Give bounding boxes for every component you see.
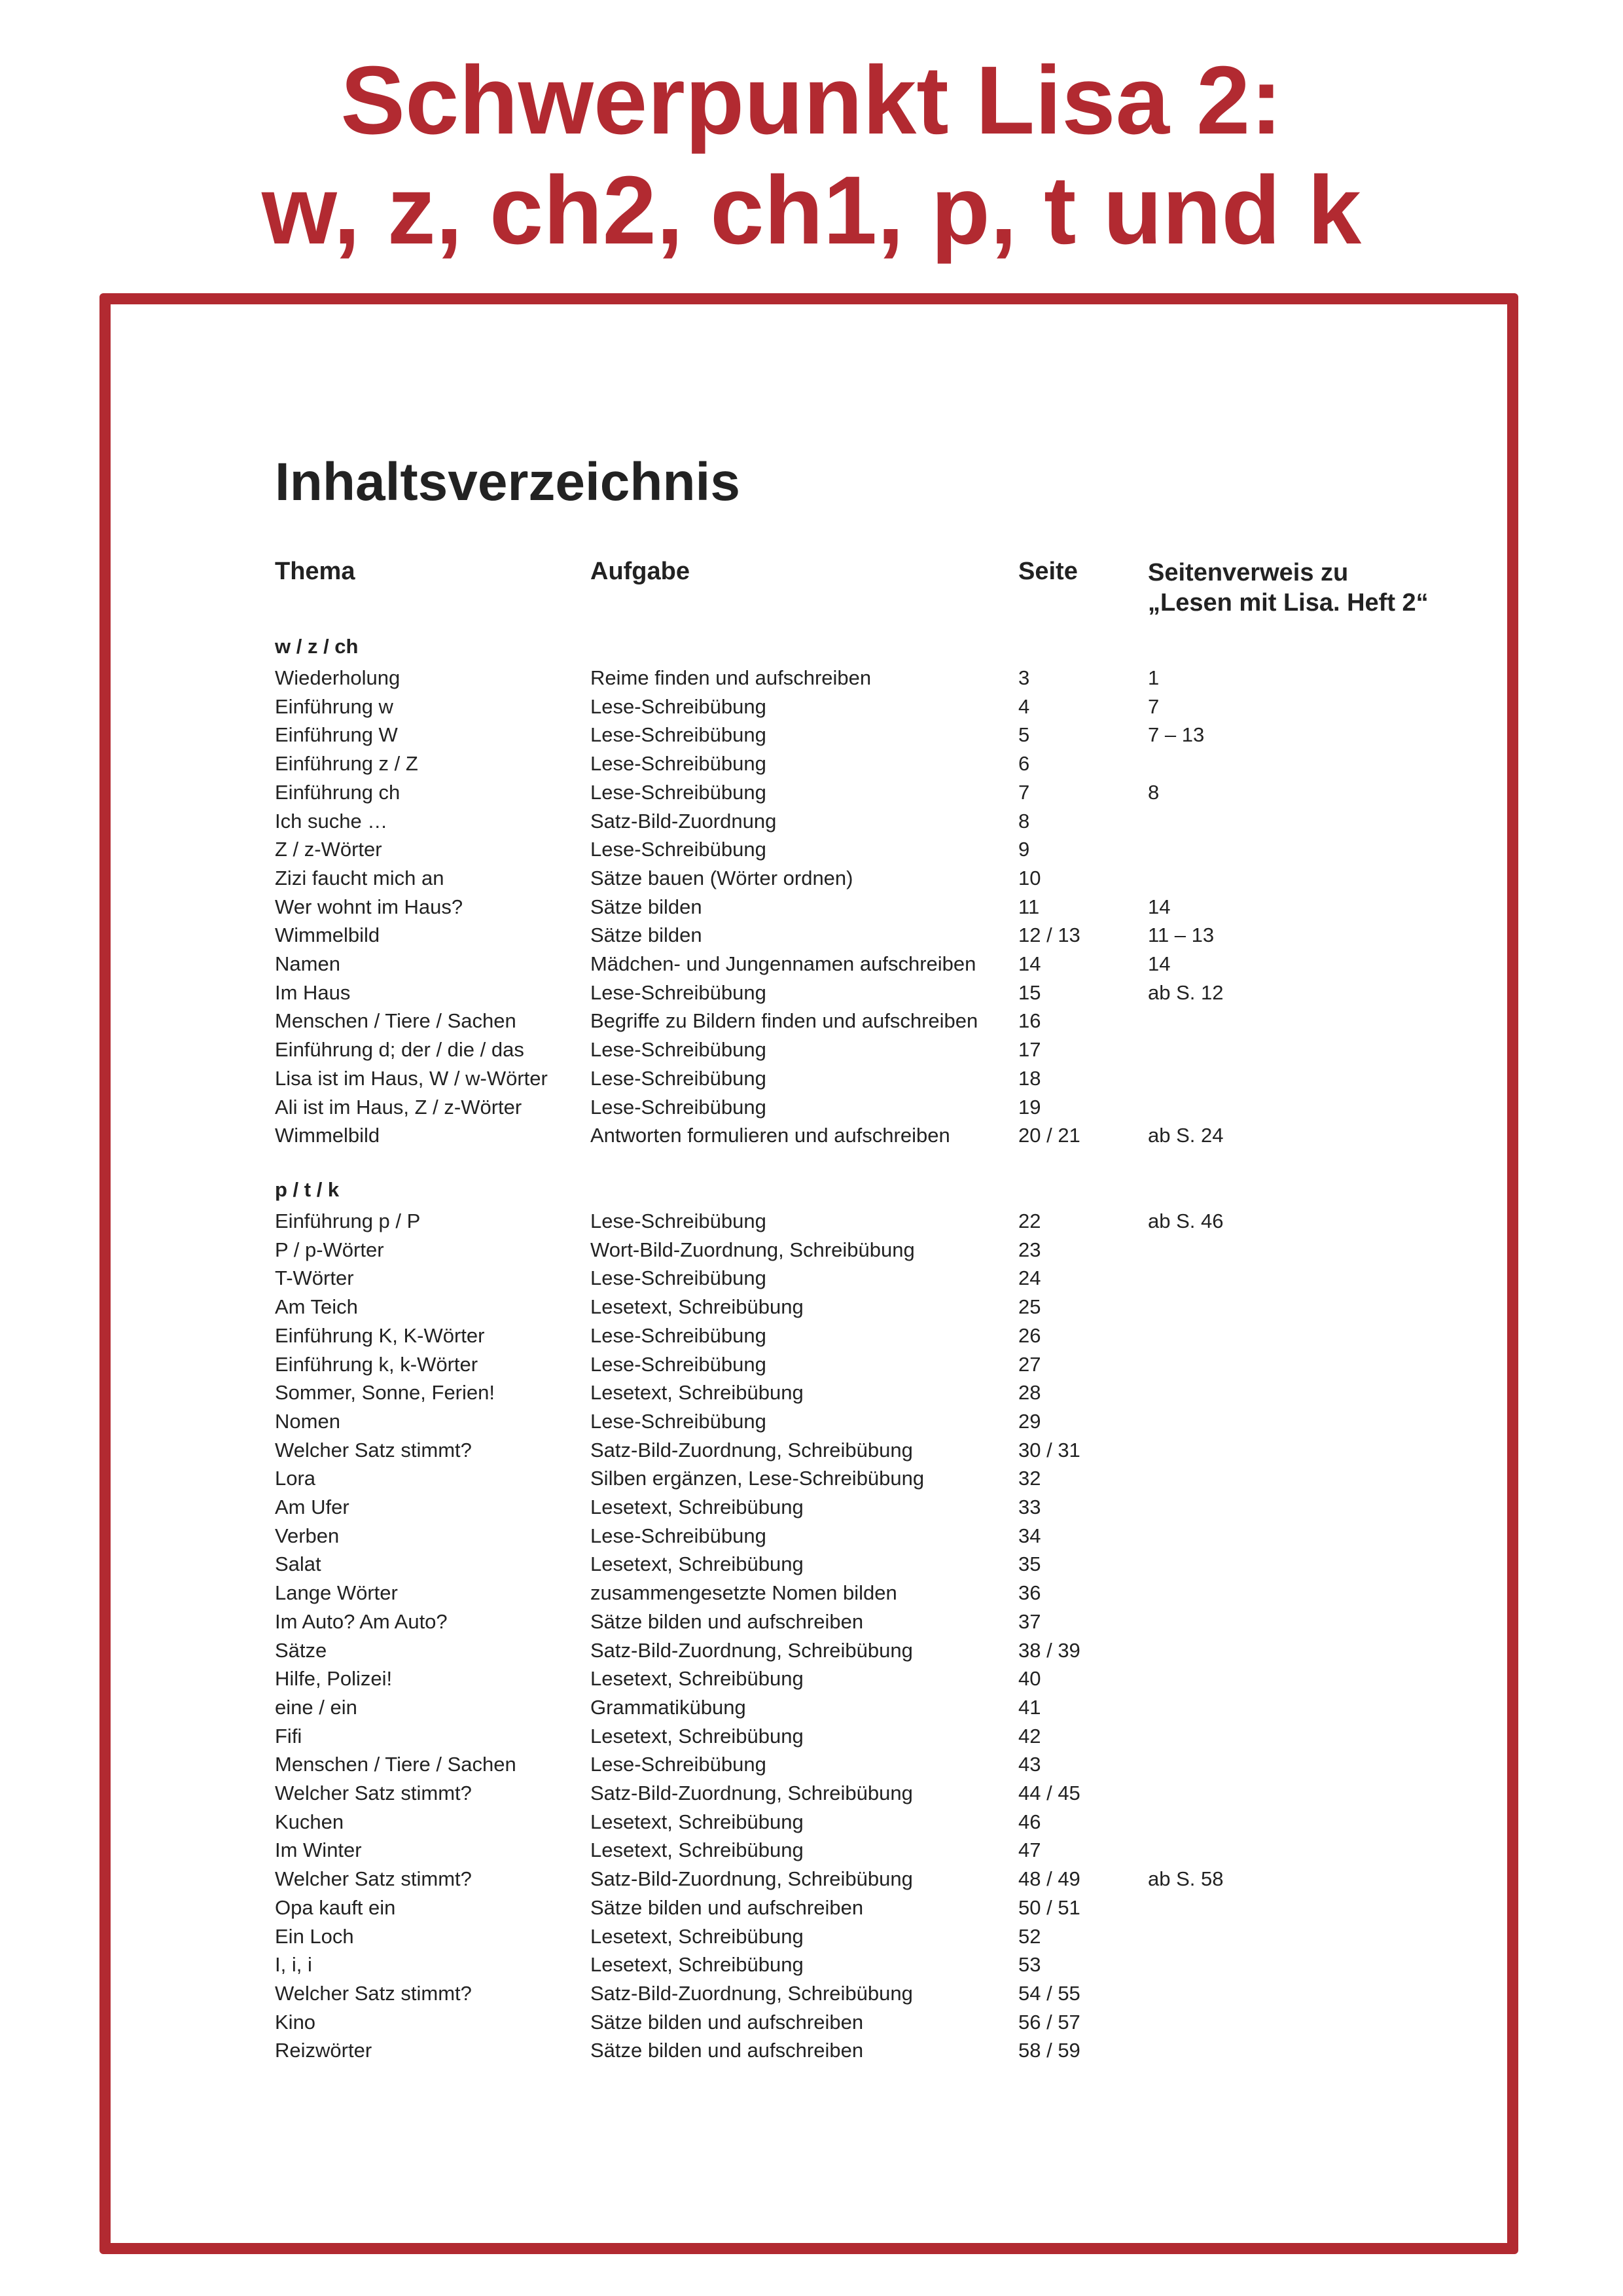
cell-seite: 9 — [1018, 838, 1030, 861]
cell-thema: Ich suche … — [275, 809, 388, 833]
table-row — [0, 1664, 1623, 1693]
cell-aufgabe: Lese-Schreibübung — [590, 723, 766, 747]
cell-seite: 42 — [1018, 1724, 1041, 1748]
cell-aufgabe: Lesetext, Schreibübung — [590, 1924, 804, 1948]
table-row — [0, 1464, 1623, 1493]
table-row — [0, 1236, 1623, 1265]
cell-thema: Im Auto? Am Auto? — [275, 1609, 448, 1633]
cell-thema: Einführung d; der / die / das — [275, 1038, 524, 1062]
table-row — [0, 1264, 1623, 1293]
table-row — [0, 950, 1623, 978]
cell-seite: 22 — [1018, 1210, 1041, 1232]
cell-seite: 30 / 31 — [1018, 1438, 1080, 1462]
cell-aufgabe: Lese-Schreibübung — [590, 1409, 766, 1433]
cell-aufgabe: Lese-Schreibübung — [590, 694, 766, 718]
cell-aufgabe: Sätze bilden — [590, 895, 702, 918]
cell-thema: Welcher Satz stimmt? — [275, 1981, 472, 2005]
cell-thema: Einführung k, k-Wörter — [275, 1352, 478, 1376]
cell-aufgabe: Lese-Schreibübung — [590, 1095, 766, 1119]
cell-seitenverweis: 8 — [1148, 780, 1160, 804]
cell-aufgabe: Antworten formulieren und aufschreiben — [590, 1124, 950, 1147]
cell-seite: 58 / 59 — [1018, 2039, 1080, 2062]
cell-aufgabe: Satz-Bild-Zuordnung, Schreibübung — [590, 1782, 913, 1804]
cell-thema: Menschen / Tiere / Sachen — [275, 1009, 516, 1033]
column-header-aufgabe: Aufgabe — [590, 558, 690, 585]
cell-thema: Im Haus — [275, 980, 351, 1004]
cell-aufgabe: Satz-Bild-Zuordnung, Schreibübung — [590, 1438, 913, 1462]
cell-aufgabe: Lese-Schreibübung — [590, 980, 766, 1004]
cell-aufgabe: Reime finden und aufschreiben — [590, 666, 872, 689]
cell-seitenverweis: ab S. 24 — [1148, 1124, 1224, 1147]
cell-aufgabe: Sätze bilden und aufschreiben — [590, 2010, 864, 2034]
cell-seite: 47 — [1018, 1839, 1041, 1862]
table-row — [0, 1693, 1623, 1722]
cell-aufgabe: Lesetext, Schreibübung — [590, 1295, 804, 1319]
cell-seite: 37 — [1018, 1609, 1041, 1633]
cell-aufgabe: Sätze bauen (Wörter ordnen) — [590, 866, 853, 889]
cell-thema: Welcher Satz stimmt? — [275, 1438, 472, 1462]
cell-thema: Welcher Satz stimmt? — [275, 1867, 472, 1891]
table-row — [0, 1607, 1623, 1636]
cell-aufgabe: Lesetext, Schreibübung — [590, 1839, 804, 1862]
cell-thema: Sommer, Sonne, Ferien! — [275, 1381, 495, 1405]
cell-seite: 18 — [1018, 1066, 1041, 1090]
cell-thema: Nomen — [275, 1409, 340, 1433]
cell-seite: 29 — [1018, 1409, 1041, 1433]
cell-aufgabe: Wort-Bild-Zuordnung, Schreibübung — [590, 1238, 915, 1261]
cell-seite: 17 — [1018, 1038, 1041, 1062]
cell-aufgabe: Sätze bilden und aufschreiben — [590, 2039, 864, 2062]
cell-seitenverweis: 14 — [1148, 952, 1171, 975]
table-row — [0, 2008, 1623, 2037]
cell-seitenverweis: ab S. 12 — [1148, 980, 1224, 1004]
cell-seite: 26 — [1018, 1323, 1041, 1347]
cell-thema: Kino — [275, 2010, 316, 2034]
cell-aufgabe: Begriffe zu Bildern finden und aufschreiben — [590, 1009, 978, 1033]
cell-thema: Menschen / Tiere / Sachen — [275, 1753, 516, 1776]
cell-aufgabe: Lese-Schreibübung — [590, 1753, 766, 1776]
cell-aufgabe: Lese-Schreibübung — [590, 1066, 766, 1090]
cell-seite: 52 — [1018, 1924, 1041, 1948]
cell-thema: Lange Wörter — [275, 1581, 398, 1605]
table-row — [0, 1436, 1623, 1465]
column-header-seitenverweis-line2: „Lesen mit Lisa. Heft 2“ — [1148, 589, 1429, 617]
cell-aufgabe: Satz-Bild-Zuordnung, Schreibübung — [590, 1638, 913, 1662]
cell-thema: T-Wörter — [275, 1266, 354, 1290]
cell-seite: 5 — [1018, 723, 1030, 747]
section-label: w / z / ch — [275, 635, 359, 658]
cell-aufgabe: Sätze bilden und aufschreiben — [590, 1609, 864, 1633]
table-row — [0, 664, 1623, 692]
cell-thema: Einführung ch — [275, 780, 401, 804]
header-title-line1: Schwerpunkt Lisa 2: — [340, 46, 1283, 154]
table-row — [0, 1579, 1623, 1607]
cell-seite: 6 — [1018, 752, 1030, 776]
cell-aufgabe: Sätze bilden — [590, 924, 702, 947]
cell-seite: 24 — [1018, 1266, 1041, 1290]
table-row — [0, 1378, 1623, 1407]
cell-thema: Z / z-Wörter — [275, 838, 382, 861]
cell-seite: 44 / 45 — [1018, 1782, 1080, 1804]
cell-thema: Wimmelbild — [275, 1124, 380, 1147]
cell-seite: 19 — [1018, 1095, 1041, 1119]
cell-aufgabe: Lese-Schreibübung — [590, 1266, 766, 1290]
cell-aufgabe: Sätze bilden und aufschreiben — [590, 1895, 864, 1919]
cell-seite: 50 / 51 — [1018, 1895, 1080, 1919]
cell-thema: Wiederholung — [275, 666, 401, 689]
cell-seite: 53 — [1018, 1953, 1041, 1977]
cell-aufgabe: zusammengesetzte Nomen bilden — [590, 1581, 897, 1605]
toc-title: Inhaltsverzeichnis — [275, 452, 740, 512]
cell-thema: Kuchen — [275, 1810, 344, 1833]
table-row — [0, 1407, 1623, 1436]
cell-aufgabe: Lesetext, Schreibübung — [590, 1552, 804, 1576]
table-row — [0, 921, 1623, 950]
cell-aufgabe: Lese-Schreibübung — [590, 1323, 766, 1347]
table-row — [0, 1293, 1623, 1321]
table-row — [0, 692, 1623, 721]
table-row — [0, 1493, 1623, 1522]
table-row — [0, 1522, 1623, 1551]
cell-aufgabe: Lesetext, Schreibübung — [590, 1496, 804, 1518]
table-row — [0, 1007, 1623, 1035]
column-header-seite: Seite — [1018, 558, 1078, 585]
table-row — [0, 2036, 1623, 2065]
cell-aufgabe: Lesetext, Schreibübung — [590, 1810, 804, 1833]
cell-aufgabe: Mädchen- und Jungennamen aufschreiben — [590, 952, 976, 975]
cell-seite: 33 — [1018, 1496, 1041, 1518]
cell-seite: 36 — [1018, 1581, 1041, 1605]
table-row — [0, 864, 1623, 893]
table-row — [0, 778, 1623, 807]
cell-thema: Am Ufer — [275, 1496, 349, 1518]
cell-seite: 4 — [1018, 694, 1030, 718]
cell-thema: Wimmelbild — [275, 924, 380, 947]
cell-seite: 54 / 55 — [1018, 1981, 1080, 2005]
cell-seite: 46 — [1018, 1810, 1041, 1833]
table-row — [0, 1922, 1623, 1951]
cell-thema: Ali ist im Haus, Z / z-Wörter — [275, 1095, 522, 1119]
cell-aufgabe: Lesetext, Schreibübung — [590, 1667, 804, 1691]
cell-seite: 35 — [1018, 1552, 1041, 1576]
cell-seite: 20 / 21 — [1018, 1124, 1080, 1147]
table-row — [0, 1321, 1623, 1350]
cell-seite: 28 — [1018, 1381, 1041, 1405]
cell-thema: Wer wohnt im Haus? — [275, 895, 463, 918]
cell-thema: Im Winter — [275, 1839, 362, 1862]
table-row — [0, 1779, 1623, 1808]
cell-aufgabe: Lese-Schreibübung — [590, 752, 766, 776]
cell-aufgabe: Satz-Bild-Zuordnung — [590, 809, 777, 833]
cell-thema: Einführung K, K-Wörter — [275, 1323, 485, 1347]
cell-thema: Opa kauft ein — [275, 1895, 396, 1919]
cell-aufgabe: Lese-Schreibübung — [590, 838, 766, 861]
cell-seite: 23 — [1018, 1238, 1041, 1261]
table-row — [0, 1808, 1623, 1837]
cell-aufgabe: Lese-Schreibübung — [590, 1038, 766, 1062]
cell-thema: Einführung w — [275, 694, 393, 718]
cell-aufgabe: Lesetext, Schreibübung — [590, 1724, 804, 1748]
table-row — [0, 1093, 1623, 1122]
table-row — [0, 807, 1623, 836]
cell-thema: Am Teich — [275, 1295, 358, 1319]
cell-aufgabe: Lese-Schreibübung — [590, 1352, 766, 1376]
cell-seite: 40 — [1018, 1667, 1041, 1691]
table-row — [0, 978, 1623, 1007]
table-row — [0, 749, 1623, 778]
cell-thema: Lisa ist im Haus, W / w-Wörter — [275, 1066, 548, 1090]
cell-seite: 27 — [1018, 1352, 1041, 1376]
cell-thema: Lora — [275, 1467, 316, 1490]
cell-seite: 14 — [1018, 952, 1041, 975]
cell-seite: 16 — [1018, 1009, 1041, 1033]
cell-seite: 32 — [1018, 1467, 1041, 1490]
table-row — [0, 1207, 1623, 1236]
column-header-seitenverweis-line1: Seitenverweis zu — [1148, 559, 1349, 586]
table-row — [0, 1722, 1623, 1751]
cell-thema: Welcher Satz stimmt? — [275, 1782, 472, 1804]
cell-seite: 12 / 13 — [1018, 924, 1080, 947]
cell-seite: 38 / 39 — [1018, 1638, 1080, 1662]
cell-thema: Sätze — [275, 1638, 327, 1662]
table-row — [0, 721, 1623, 749]
column-header-thema: Thema — [275, 558, 355, 585]
cell-aufgabe: Lesetext, Schreibübung — [590, 1953, 804, 1977]
table-row — [0, 1121, 1623, 1150]
table-row — [0, 1636, 1623, 1665]
cell-seite: 43 — [1018, 1753, 1041, 1776]
table-row — [0, 1750, 1623, 1779]
cell-thema: Hilfe, Polizei! — [275, 1667, 393, 1691]
page-header — [0, 46, 1623, 266]
cell-aufgabe: Lese-Schreibübung — [590, 1210, 766, 1232]
table-row — [0, 1979, 1623, 2008]
cell-seite: 7 — [1018, 780, 1030, 804]
cell-seitenverweis: 7 – 13 — [1148, 723, 1205, 747]
cell-thema: Einführung p / P — [275, 1210, 421, 1232]
cell-thema: Ein Loch — [275, 1924, 354, 1948]
cell-thema: Reizwörter — [275, 2039, 372, 2062]
cell-seite: 8 — [1018, 809, 1030, 833]
cell-seite: 41 — [1018, 1695, 1041, 1719]
cell-seite: 10 — [1018, 866, 1041, 889]
cell-thema: Zizi faucht mich an — [275, 866, 444, 889]
cell-seitenverweis: 11 – 13 — [1148, 924, 1215, 947]
header-title-line2: w, z, ch2, ch1, p, t und k — [261, 156, 1362, 264]
cell-seitenverweis: 7 — [1148, 694, 1160, 718]
table-row — [0, 1865, 1623, 1893]
cell-seite: 25 — [1018, 1295, 1041, 1319]
cell-seitenverweis: ab S. 46 — [1148, 1210, 1224, 1232]
cell-thema: P / p-Wörter — [275, 1238, 384, 1261]
cell-thema: I, i, i — [275, 1953, 312, 1977]
table-row — [0, 893, 1623, 922]
table-row — [0, 1950, 1623, 1979]
table-row — [0, 1550, 1623, 1579]
cell-aufgabe: Satz-Bild-Zuordnung, Schreibübung — [590, 1981, 913, 2005]
table-row — [0, 1893, 1623, 1922]
cell-seite: 56 / 57 — [1018, 2010, 1080, 2034]
table-row — [0, 835, 1623, 864]
cell-aufgabe: Lese-Schreibübung — [590, 780, 766, 804]
section-label: p / t / k — [275, 1178, 340, 1201]
cell-thema: eine / ein — [275, 1695, 357, 1719]
cell-thema: Salat — [275, 1552, 321, 1576]
cell-seite: 11 — [1018, 895, 1040, 918]
table-row — [0, 1836, 1623, 1865]
cell-thema: Einführung z / Z — [275, 752, 418, 776]
cell-aufgabe: Silben ergänzen, Lese-Schreibübung — [590, 1467, 925, 1490]
cell-thema: Verben — [275, 1524, 340, 1547]
cell-seite: 34 — [1018, 1524, 1041, 1547]
cell-seite: 15 — [1018, 980, 1041, 1004]
cell-seitenverweis: ab S. 58 — [1148, 1867, 1224, 1891]
cell-thema: Fifi — [275, 1724, 302, 1748]
cell-aufgabe: Grammatikübung — [590, 1695, 746, 1719]
cell-thema: Einführung W — [275, 723, 398, 747]
cell-seitenverweis: 14 — [1148, 895, 1171, 918]
column-header-seitenverweis — [1148, 558, 1429, 618]
table-row — [0, 1064, 1623, 1093]
table-row — [0, 1350, 1623, 1379]
cell-thema: Namen — [275, 952, 340, 975]
cell-aufgabe: Lese-Schreibübung — [590, 1524, 766, 1547]
cell-seitenverweis: 1 — [1148, 666, 1160, 689]
cell-aufgabe: Satz-Bild-Zuordnung, Schreibübung — [590, 1867, 913, 1891]
cell-seite: 48 / 49 — [1018, 1867, 1080, 1891]
cell-aufgabe: Lesetext, Schreibübung — [590, 1381, 804, 1405]
cell-seite: 3 — [1018, 666, 1030, 689]
table-row — [0, 1035, 1623, 1064]
